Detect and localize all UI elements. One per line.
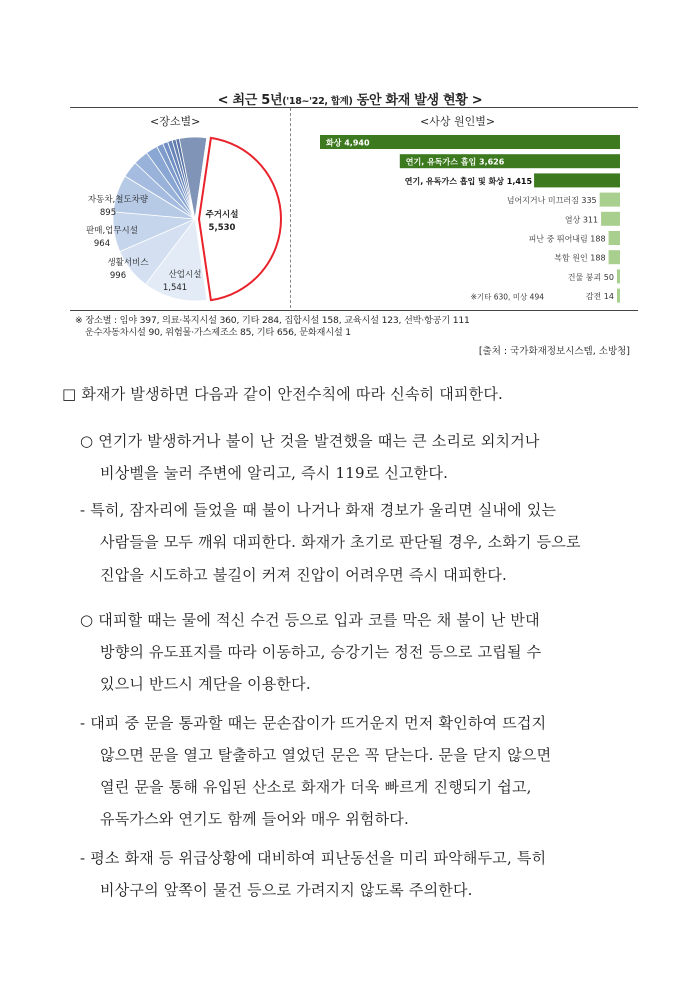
bullet-2-line-3: 있으니 반드시 계단을 이용한다. <box>100 675 311 693</box>
sub-1-line-2: 사람들을 모두 깨워 대피한다. 화재가 초기로 판단될 경우, 소화기 등으로 <box>100 533 581 551</box>
bullet-2-line-1: ○ 대피할 때는 물에 적신 수건 등으로 입과 코를 막은 채 불이 난 반대 <box>80 611 540 629</box>
figure-bottom-rule <box>70 310 638 311</box>
sub-3-line-2: 비상구의 앞쪽이 물건 등으로 가려지지 않도록 주의한다. <box>100 881 473 899</box>
pie-label-name: 산업시설 <box>168 270 202 280</box>
sub-2-line-4: 유독가스와 연기도 함께 들어와 매우 위험하다. <box>100 810 409 828</box>
bar <box>609 231 620 245</box>
pie-subtitle: <장소별> <box>150 115 201 128</box>
pie-label-name: 주거시설 <box>205 210 239 220</box>
figure-title-years: ('18~'22, 합계) <box>282 96 353 107</box>
figure-divider <box>290 108 291 308</box>
pie-label-name: 자동차,철도차량 <box>87 195 149 205</box>
figure-top-rule <box>70 107 638 108</box>
bar <box>609 250 620 264</box>
bar-label: 복합 원인 188 <box>554 253 606 263</box>
figure-title-prefix: < 최근 5년 <box>217 93 283 108</box>
bar-label: 넘어지거나 미끄러짐 335 <box>506 196 597 206</box>
pie-label-value: 895 <box>99 208 117 218</box>
pie-label-name: 생활서비스 <box>107 258 149 268</box>
bar-annotation: ※기타 630, 미상 494 <box>470 292 544 302</box>
bar <box>617 289 620 303</box>
bar <box>600 193 620 207</box>
bar-label: 화상 4,940 <box>326 138 370 148</box>
pie-label-value: 1,541 <box>162 283 188 293</box>
sub-2-line-3: 열린 문을 통해 유입된 산소로 화재가 더욱 빠르게 진행되기 쉽고, <box>100 778 532 796</box>
sub-2-line-1: - 대피 중 문을 통과할 때는 문손잡이가 뜨거운지 먼저 확인하여 뜨겁지 <box>80 714 547 732</box>
note-line-2: 운수자동차시설 90, 위험물·가스제조소 85, 기타 656, 문화재시설 1 <box>85 327 351 338</box>
pie-label-name: 판매,업무시설 <box>86 226 138 236</box>
bar-label: 감전 14 <box>585 292 614 302</box>
bar-subtitle: <사상 원인별> <box>420 115 496 128</box>
bar-chart <box>292 125 638 310</box>
bar-label: 건물 붕괴 50 <box>567 272 614 282</box>
pie-chart <box>70 125 290 310</box>
note-line-1: ※ 장소별 : 임야 397, 의료·복지시설 360, 기타 284, 집합시설 158, 교육시설 123, 선박·항공기 111 <box>75 315 470 326</box>
bullet-2-line-2: 방향의 유도표지를 따라 이동하고, 승강기는 정전 등으로 고립될 수 <box>100 643 542 661</box>
sub-2-line-2: 않으면 문을 열고 탈출하고 열었던 문은 꼭 닫는다. 문을 닫지 않으면 <box>100 746 552 764</box>
bar-label: 연기, 유독가스 흡입 및 화상 1,415 <box>404 176 533 186</box>
section-heading: □ 화재가 발생하면 다음과 같이 안전수칙에 따라 신속히 대피한다. <box>62 385 504 403</box>
bar <box>601 212 620 226</box>
pie-label-value: 964 <box>93 239 111 249</box>
bullet-1-line-1: ○ 연기가 발생하거나 불이 난 것을 발견했을 때는 큰 소리로 외치거나 <box>80 432 540 450</box>
pie-label-value: 996 <box>109 271 127 281</box>
bar-label: 연기, 유독가스 흡입 3,626 <box>405 157 505 167</box>
bar-label: 피난 중 뛰어내림 188 <box>528 234 606 244</box>
bar-label: 열상 311 <box>564 215 599 225</box>
figure-note <box>75 315 635 339</box>
figure-title-suffix: 동안 화재 발생 현황 > <box>352 93 483 108</box>
sub-1-line-1: - 특히, 잠자리에 들었을 때 불이 나거나 화재 경보가 울리면 실내에 있는 <box>80 501 557 519</box>
pie-label-value: 5,530 <box>208 223 236 233</box>
sub-3-line-1: - 평소 화재 등 위급상황에 대비하여 피난동선을 미리 파악해두고, 특히 <box>80 849 547 867</box>
bar <box>617 269 620 283</box>
bullet-1-line-2: 비상벨을 눌러 주변에 알리고, 즉시 119로 신고한다. <box>100 464 449 482</box>
figure-title <box>0 89 700 108</box>
sub-1-line-3: 진압을 시도하고 불길이 커져 진압이 어려우면 즉시 대피한다. <box>100 566 507 584</box>
figure-source: [출처 : 국가화재정보시스템, 소방청] <box>478 346 630 357</box>
bar <box>534 173 620 187</box>
